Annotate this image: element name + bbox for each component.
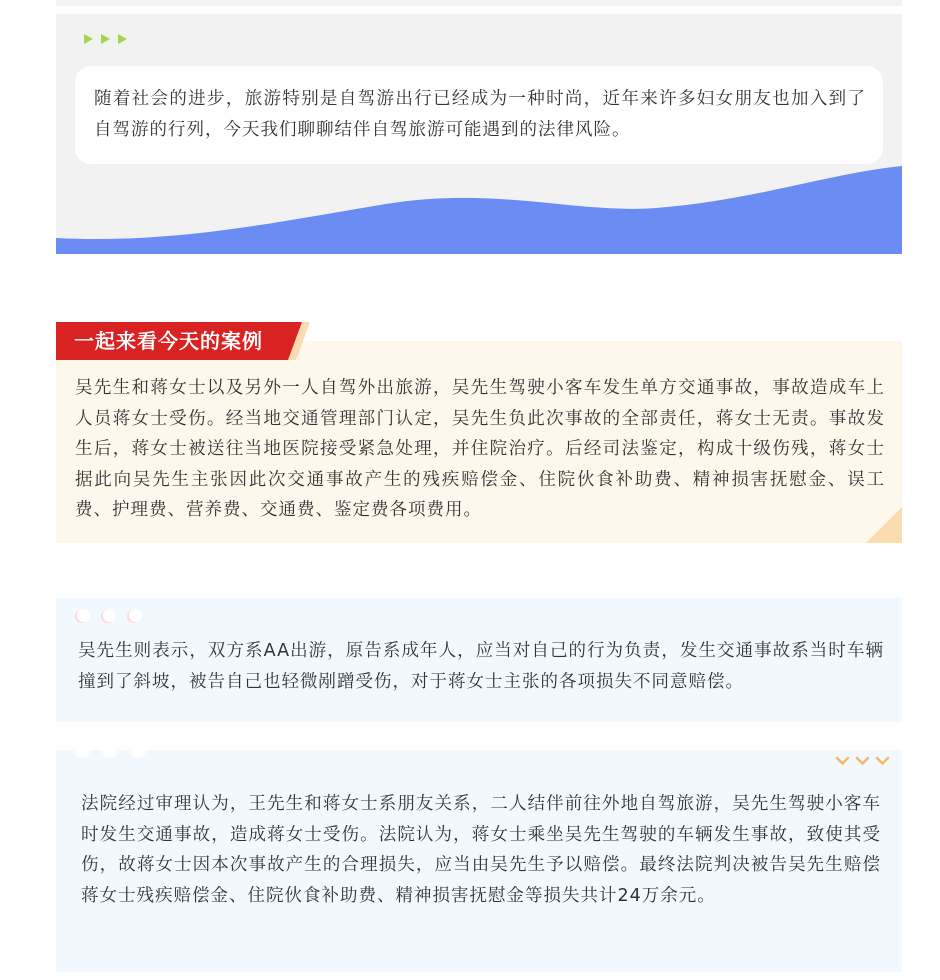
chevron-down-icon	[855, 756, 870, 766]
defendant-paragraph: 吴先生则表示，双方系AA出游，原告系成年人，应当对自己的行为负责，发生交通事故系当时车辆撞到了斜坡，被告自己也轻微剐蹭受伤，对于蒋女士主张的各项损失不同意赔偿。	[78, 641, 884, 692]
white-dot-row	[74, 742, 146, 758]
chevron-down-icon	[875, 756, 890, 766]
corner-decoration	[866, 507, 902, 543]
case-description-box	[56, 341, 902, 543]
circle-dot-icon	[129, 609, 142, 622]
play-triangle-icon	[84, 34, 93, 44]
circle-dot-icon	[102, 742, 118, 758]
intro-card	[56, 14, 902, 254]
case-title: 一起来看今天的案例	[74, 329, 263, 353]
intro-paragraph: 随着社会的进步，旅游特别是自驾游出行已经成为一种时尚，近年来许多妇女朋友也加入到了自驾游的行列，今天我们聊聊结伴自驾旅游可能遇到的法律风险。	[94, 89, 866, 140]
chevron-row	[835, 756, 890, 766]
top-divider-strip	[56, 0, 902, 6]
intro-text-box	[75, 66, 883, 164]
defendant-statement-box	[56, 598, 902, 722]
case-paragraph: 吴先生和蒋女士以及另外一人自驾外出旅游，吴先生驾驶小客车发生单方交通事故，事故造成车上人员蒋女士受伤。经当地交通管理部门认定，吴先生负此次事故的全部责任，蒋女士无责。事故发生后，蒋女士被送往当地医院接受紧急处理，并住院治疗。后经司法鉴定，构成十级伤残，蒋女士据此向吴先生主张因此次交通事故产生的残疾赔偿金、住院伙食补助费、精神损害抚慰金、误工费、护理费、营养费、交通费、鉴定费各项费用。	[75, 378, 885, 520]
play-triangle-icon	[101, 34, 110, 44]
dot-row	[77, 609, 142, 622]
court-paragraph: 法院经过审理认为，王先生和蒋女士系朋友关系，二人结伴前往外地自驾旅游，吴先生驾驶小客车时发生交通事故，造成蒋女士受伤。法院认为，蒋女士乘坐吴先生驾驶的车辆发生事故，致使其受伤，故蒋女士因本次事故产生的合理损失，应当由吴先生予以赔偿。最终法院判决被告吴先生赔偿蒋女士残疾赔偿金、住院伙食补助费、精神损害抚慰金等损失共计24万余元。	[81, 794, 881, 906]
court-ruling-box	[56, 750, 902, 972]
circle-dot-icon	[103, 609, 116, 622]
circle-dot-icon	[130, 742, 146, 758]
intro-triangles	[84, 34, 127, 44]
play-triangle-icon	[118, 34, 127, 44]
blue-wave-decoration	[56, 164, 902, 254]
circle-dot-icon	[77, 609, 90, 622]
circle-dot-icon	[74, 742, 90, 758]
chevron-down-icon	[835, 756, 850, 766]
